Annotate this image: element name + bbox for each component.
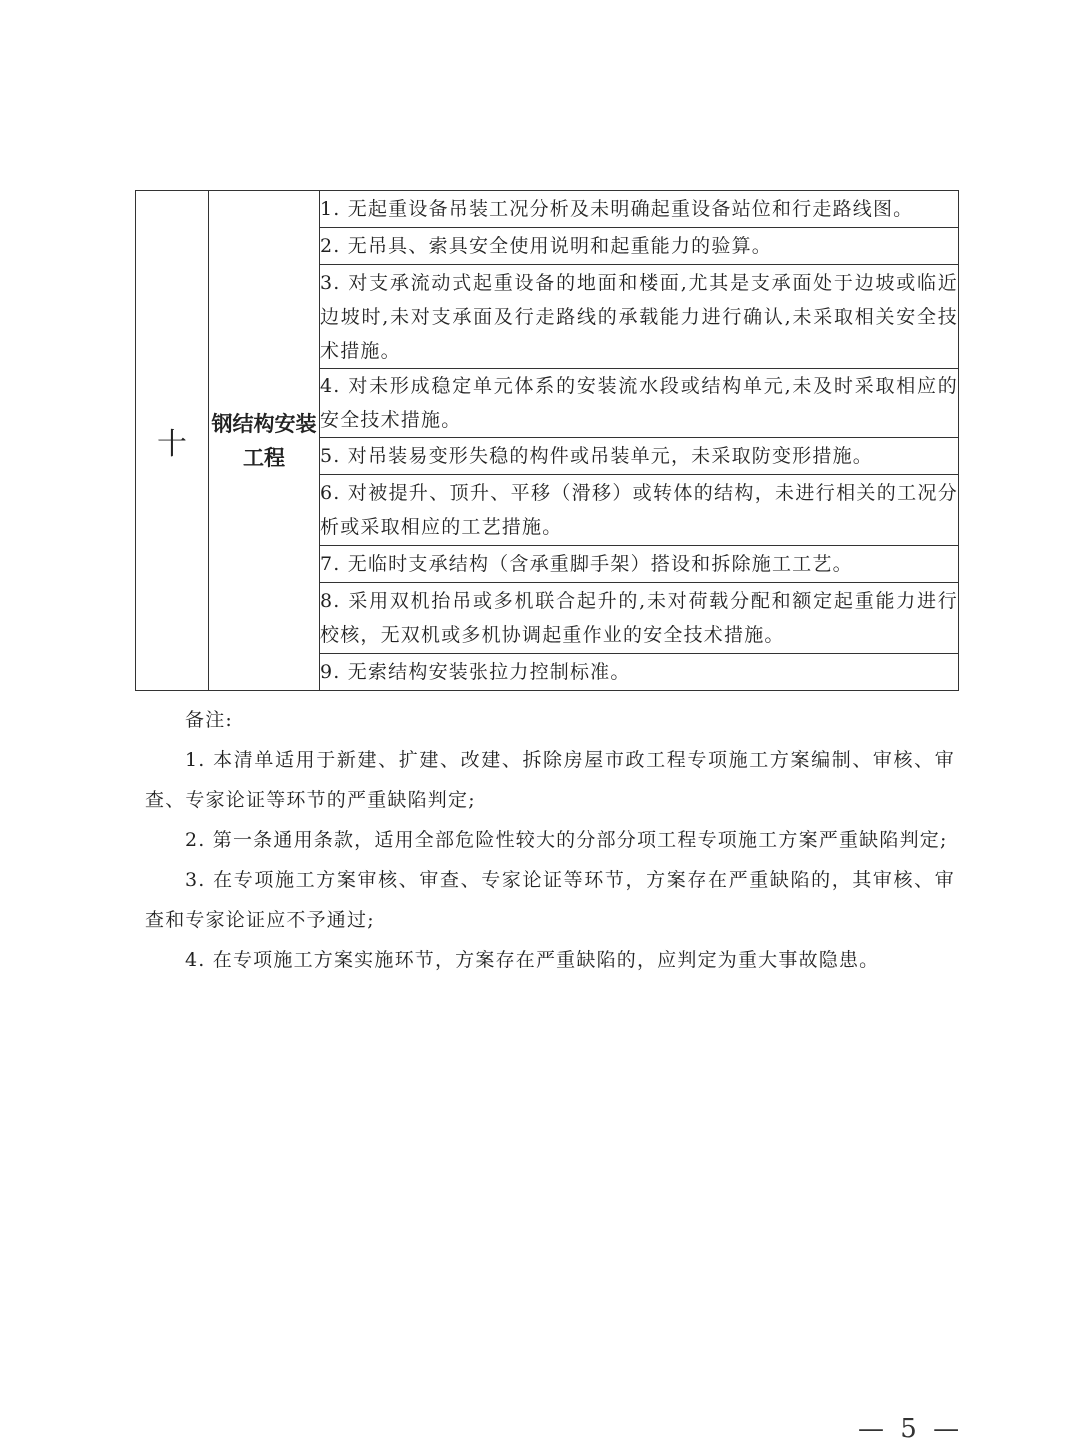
note-item: 1. 本清单适用于新建、扩建、改建、拆除房屋市政工程专项施工方案编制、审核、审查、专家论证等环节的严重缺陷判定; [145, 749, 955, 811]
defect-item: 6. 对被提升、顶升、平移（滑移）或转体的结构，未进行相关的工况分析或采取相应的工艺措施。 [320, 475, 959, 546]
defect-item: 8. 采用双机抬吊或多机联合起升的,未对荷载分配和额定起重能力进行校核，无双机或多机协调起重作业的安全技术措施。 [320, 583, 959, 654]
defect-item: 5. 对吊装易变形失稳的构件或吊装单元，未采取防变形措施。 [320, 438, 959, 475]
notes-title: 备注: [185, 709, 234, 731]
note-item: 4. 在专项施工方案实施环节，方案存在严重缺陷的，应判定为重大事故隐患。 [185, 949, 880, 971]
category-cell: 钢结构安装工程 [209, 191, 320, 691]
page-number: — 5 — [858, 1414, 964, 1444]
defect-item: 1. 无起重设备吊装工况分析及未明确起重设备站位和行走路线图。 [320, 191, 959, 228]
defect-item: 2. 无吊具、索具安全使用说明和起重能力的验算。 [320, 228, 959, 265]
defects-table [135, 190, 959, 691]
note-item: 3. 在专项施工方案审核、审查、专家论证等环节，方案存在严重缺陷的，其审核、审查和专家论证应不予通过; [145, 869, 955, 931]
section-number: 十 [136, 191, 209, 691]
table-row [136, 191, 959, 228]
note-item: 2. 第一条通用条款，适用全部危险性较大的分部分项工程专项施工方案严重缺陷判定; [185, 829, 948, 851]
defect-item: 9. 无索结构安装张拉力控制标准。 [320, 654, 959, 691]
defect-item: 3. 对支承流动式起重设备的地面和楼面,尤其是支承面处于边坡或临近边坡时,未对支承面及行走路线的承载能力进行确认,未采取相关安全技术措施。 [320, 265, 959, 369]
notes-section [145, 700, 955, 980]
defect-item: 7. 无临时支承结构（含承重脚手架）搭设和拆除施工工艺。 [320, 546, 959, 583]
defect-item: 4. 对未形成稳定单元体系的安装流水段或结构单元,未及时采取相应的安全技术措施。 [320, 369, 959, 438]
